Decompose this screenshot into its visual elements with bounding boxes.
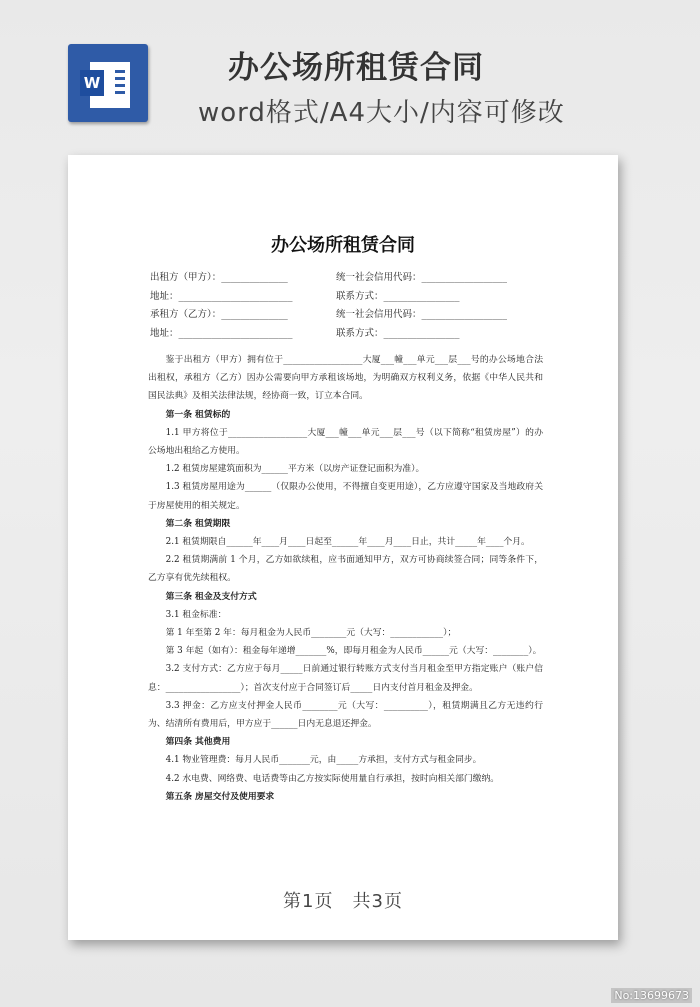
clause-2-2: 2.2 租赁期满前 1 个月，乙方如欲续租，应书面通知甲方，双方可协商续签合同；同等条件下，乙方享有优先续租权。 bbox=[148, 555, 543, 584]
field-lessee: 承租方（乙方）：______________ bbox=[150, 309, 288, 320]
field-lessee-contact: 联系方式：________________ bbox=[336, 327, 460, 339]
field-row bbox=[150, 306, 570, 325]
page-subtitle: word格式/A4大小/内容可修改 bbox=[198, 98, 565, 128]
image-number: No:13699673 bbox=[611, 988, 692, 1003]
section-heading-3: 第三条 租金及支付方式 bbox=[165, 591, 257, 602]
clause-3-1: 3.1 租金标准： bbox=[165, 609, 227, 620]
section-heading-5: 第五条 房屋交付及使用要求 bbox=[165, 791, 275, 802]
party-fields bbox=[150, 269, 570, 343]
field-lessor-address: 地址：________________________ bbox=[150, 290, 293, 302]
field-lessee-code: 统一社会信用代码：__________________ bbox=[336, 309, 508, 320]
clause-1-2: 1.2 租赁房屋建筑面积为______平方米（以房产证登记面积为准）。 bbox=[165, 464, 425, 475]
page-number: 第1页 共3页 bbox=[283, 891, 403, 912]
clause-3-1-a: 第 1 年至第 2 年：每月租金为人民币________元（大写：____________）； bbox=[165, 628, 457, 639]
field-row bbox=[150, 269, 570, 288]
field-row bbox=[150, 288, 570, 307]
field-lessor: 出租方（甲方）：______________ bbox=[150, 272, 288, 283]
clause-4-2: 4.2 水电费、网络费、电话费等由乙方按实际使用量自行承担，按时向相关部门缴纳。 bbox=[165, 773, 500, 784]
section-heading-1: 第一条 租赁标的 bbox=[165, 409, 231, 420]
word-letter: W bbox=[80, 70, 104, 96]
word-doc-icon bbox=[68, 44, 148, 122]
document-title: 办公场所租赁合同 bbox=[271, 235, 415, 256]
clause-1-3: 1.3 租赁房屋用途为______（仅限办公使用，不得擅自变更用途），乙方应遵守国家及当地政府关于房屋使用的相关规定。 bbox=[148, 482, 543, 511]
clause-1-1: 1.1 甲方将位于__________________大厦___幢___单元___层___号（以下简称“租赁房屋”）的办公场地出租给乙方使用。 bbox=[148, 427, 543, 457]
preamble-paragraph: 鉴于出租方（甲方）拥有位于__________________大厦___幢___单元___层___号的办公场地合法出租权，承租方（乙方）因办公需要向甲方承租该场地，为明确双方权利义务，依据《中华人民共和国民法典》及相关法律法规，经协商一致，订立本合同。 bbox=[148, 355, 543, 402]
clause-3-3: 3.3 押金：乙方应支付押金人民币________元（大写：__________），租赁期满且乙方无违约行为、结清所有费用后，甲方应于______日内无息退还押金。 bbox=[148, 700, 543, 730]
field-lessor-code: 统一社会信用代码：__________________ bbox=[336, 272, 508, 283]
page-title: 办公场所租赁合同 bbox=[228, 50, 484, 86]
section-heading-2: 第二条 租赁期限 bbox=[165, 518, 231, 529]
section-heading-4: 第四条 其他费用 bbox=[165, 737, 231, 748]
document-page bbox=[68, 155, 618, 940]
clause-2-1: 2.1 租赁期限自______年____月____日起至______年____月____日止，共计_____年____个月。 bbox=[165, 537, 530, 548]
clause-3-2: 3.2 支付方式：乙方应于每月_____日前通过银行转账方式支付当月租金至甲方指定账户（账户信息：_________________）；首次支付应于合同签订后_____日内支付首月租金及押金。 bbox=[148, 664, 543, 693]
field-row bbox=[150, 325, 570, 344]
field-lessee-address: 地址：________________________ bbox=[150, 327, 293, 339]
clause-3-1-b: 第 3 年起（如有）：租金每年递增_______%，即每月租金为人民币______元（大写：________）。 bbox=[165, 646, 542, 657]
contract-body bbox=[148, 351, 543, 806]
clause-4-1: 4.1 物业管理费：每月人民币_______元，由_____方承担，支付方式与租金同步。 bbox=[165, 755, 482, 766]
field-lessor-contact: 联系方式：________________ bbox=[336, 290, 460, 302]
